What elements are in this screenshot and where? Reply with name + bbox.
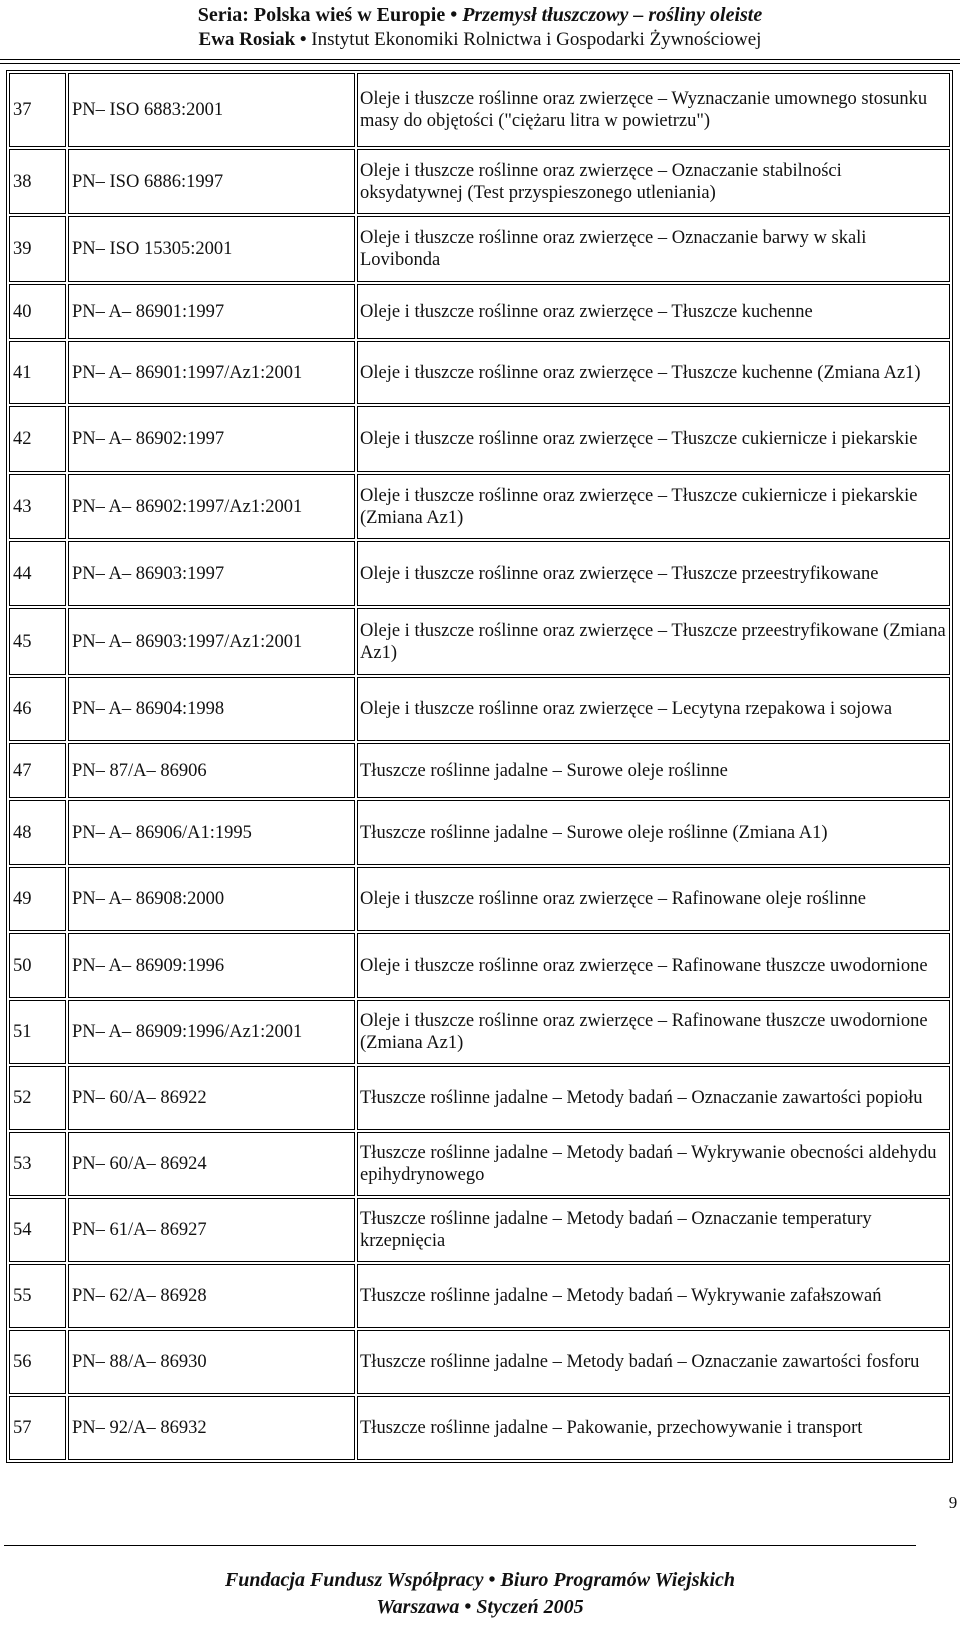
table-row	[9, 800, 950, 865]
row-number: 43	[9, 474, 66, 539]
standard-description: Oleje i tłuszcze roślinne oraz zwierzęce – Rafinowane oleje roślinne	[357, 867, 950, 931]
table-row	[9, 284, 950, 339]
standard-code: PN– A– 86903:1997/Az1:2001	[68, 608, 355, 675]
standard-code: PN– A– 86901:1997	[68, 284, 355, 339]
table-row	[9, 73, 950, 147]
standard-description: Oleje i tłuszcze roślinne oraz zwierzęce – Tłuszcze przeestryfikowane (Zmiana Az1)	[357, 608, 950, 675]
table-row	[9, 216, 950, 282]
row-number: 45	[9, 608, 66, 675]
standard-description: Oleje i tłuszcze roślinne oraz zwierzęce – Tłuszcze kuchenne	[357, 284, 950, 339]
standard-code: PN– 92/A– 86932	[68, 1396, 355, 1460]
standard-description: Tłuszcze roślinne jadalne – Surowe oleje roślinne	[357, 743, 950, 798]
standard-code: PN– 61/A– 86927	[68, 1198, 355, 1262]
series-line	[0, 2, 960, 28]
standard-code: PN– A– 86909:1996	[68, 933, 355, 998]
table-row	[9, 541, 950, 606]
standard-description: Tłuszcze roślinne jadalne – Metody badań – Oznaczanie temperatury krzepnięcia	[357, 1198, 950, 1262]
row-number: 53	[9, 1132, 66, 1196]
footer-line-2	[0, 1594, 960, 1621]
standard-code: PN– ISO 15305:2001	[68, 216, 355, 282]
table-row	[9, 1264, 950, 1328]
table-row	[9, 1330, 950, 1394]
standard-code: PN– 60/A– 86924	[68, 1132, 355, 1196]
table-row	[9, 1396, 950, 1460]
series-prefix: Seria: Polska wieś w Europie	[197, 4, 446, 26]
standard-code: PN– ISO 6883:2001	[68, 73, 355, 147]
page-footer	[0, 1567, 960, 1621]
row-number: 41	[9, 341, 66, 404]
standard-code: PN– A– 86902:1997/Az1:2001	[68, 474, 355, 539]
standard-code: PN– A– 86909:1996/Az1:2001	[68, 1000, 355, 1064]
standard-code: PN– 87/A– 86906	[68, 743, 355, 798]
series-suffix: Przemysł tłuszczowy – rośliny oleiste	[462, 4, 763, 26]
table-row	[9, 867, 950, 931]
row-number: 51	[9, 1000, 66, 1064]
row-number: 44	[9, 541, 66, 606]
standard-description: Oleje i tłuszcze roślinne oraz zwierzęce – Tłuszcze przeestryfikowane	[357, 541, 950, 606]
row-number: 52	[9, 1066, 66, 1130]
standard-description: Oleje i tłuszcze roślinne oraz zwierzęce – Tłuszcze cukiernicze i piekarskie	[357, 406, 950, 472]
standard-code: PN– A– 86903:1997	[68, 541, 355, 606]
row-number: 48	[9, 800, 66, 865]
bullet: •	[464, 1596, 472, 1618]
row-number: 54	[9, 1198, 66, 1262]
standard-code: PN– A– 86901:1997/Az1:2001	[68, 341, 355, 404]
footer-line-1	[0, 1567, 960, 1594]
standard-description: Tłuszcze roślinne jadalne – Pakowanie, przechowywanie i transport	[357, 1396, 950, 1460]
standards-table	[6, 70, 953, 1463]
row-number: 46	[9, 677, 66, 741]
standard-description: Oleje i tłuszcze roślinne oraz zwierzęce – Oznaczanie barwy w skali Lovibonda	[357, 216, 950, 282]
table-row	[9, 474, 950, 539]
row-number: 47	[9, 743, 66, 798]
standard-code: PN– A– 86908:2000	[68, 867, 355, 931]
row-number: 57	[9, 1396, 66, 1460]
table-row	[9, 1132, 950, 1196]
standard-code: PN– 62/A– 86928	[68, 1264, 355, 1328]
footer-date: Styczeń 2005	[476, 1596, 584, 1618]
standard-description: Oleje i tłuszcze roślinne oraz zwierzęce – Oznaczanie stabilności oksydatywnej (Test przyspieszonego utleniania)	[357, 149, 950, 214]
standard-description: Oleje i tłuszcze roślinne oraz zwierzęce – Wyznaczanie umownego stosunku masy do objętości ("ciężaru litra w powietrzu")	[357, 73, 950, 147]
standard-description: Tłuszcze roślinne jadalne – Metody badań – Wykrywanie zafałszowań	[357, 1264, 950, 1328]
standard-description: Tłuszcze roślinne jadalne – Metody badań – Oznaczanie zawartości popiołu	[357, 1066, 950, 1130]
row-number: 38	[9, 149, 66, 214]
table-row	[9, 608, 950, 675]
page-header	[0, 0, 960, 54]
table-row	[9, 406, 950, 472]
header-rule	[0, 59, 960, 60]
row-number: 39	[9, 216, 66, 282]
standard-description: Oleje i tłuszcze roślinne oraz zwierzęce – Tłuszcze kuchenne (Zmiana Az1)	[357, 341, 950, 404]
row-number: 56	[9, 1330, 66, 1394]
table-row	[9, 341, 950, 404]
footer-org-2: Biuro Programów Wiejskich	[500, 1569, 736, 1591]
row-number: 37	[9, 73, 66, 147]
standards-table-body	[9, 73, 950, 1460]
standard-description: Tłuszcze roślinne jadalne – Metody badań – Oznaczanie zawartości fosforu	[357, 1330, 950, 1394]
standard-description: Oleje i tłuszcze roślinne oraz zwierzęce – Lecytyna rzepakowa i sojowa	[357, 677, 950, 741]
row-number: 42	[9, 406, 66, 472]
standard-code: PN– A– 86906/A1:1995	[68, 800, 355, 865]
bullet: •	[299, 29, 307, 50]
table-row	[9, 677, 950, 741]
standard-code: PN– 88/A– 86930	[68, 1330, 355, 1394]
table-row	[9, 1066, 950, 1130]
table-row	[9, 149, 950, 214]
institute-name: Instytut Ekonomiki Rolnictwa i Gospodarki Żywnościowej	[311, 29, 762, 50]
author-line	[0, 28, 960, 54]
bullet: •	[488, 1569, 496, 1591]
page-number: 9	[948, 1493, 958, 1512]
table-row	[9, 933, 950, 998]
footer-rule	[4, 1545, 916, 1546]
bullet: •	[450, 4, 458, 26]
standard-description: Oleje i tłuszcze roślinne oraz zwierzęce – Rafinowane tłuszcze uwodornione	[357, 933, 950, 998]
footer-org-1: Fundacja Fundusz Współpracy	[224, 1569, 484, 1591]
standard-description: Oleje i tłuszcze roślinne oraz zwierzęce – Rafinowane tłuszcze uwodornione (Zmiana Az1)	[357, 1000, 950, 1064]
table-row	[9, 1000, 950, 1064]
table-row	[9, 1198, 950, 1262]
table-row	[9, 743, 950, 798]
header-rule-second	[0, 63, 960, 64]
row-number: 50	[9, 933, 66, 998]
standard-code: PN– ISO 6886:1997	[68, 149, 355, 214]
row-number: 55	[9, 1264, 66, 1328]
footer-city: Warszawa	[376, 1596, 460, 1618]
author-name: Ewa Rosiak	[198, 29, 296, 50]
standard-code: PN– 60/A– 86922	[68, 1066, 355, 1130]
row-number: 49	[9, 867, 66, 931]
standard-description: Tłuszcze roślinne jadalne – Surowe oleje roślinne (Zmiana A1)	[357, 800, 950, 865]
standard-code: PN– A– 86904:1998	[68, 677, 355, 741]
standard-description: Oleje i tłuszcze roślinne oraz zwierzęce – Tłuszcze cukiernicze i piekarskie (Zmiana Az1)	[357, 474, 950, 539]
row-number: 40	[9, 284, 66, 339]
standard-code: PN– A– 86902:1997	[68, 406, 355, 472]
standard-description: Tłuszcze roślinne jadalne – Metody badań – Wykrywanie obecności aldehydu epihydrynowego	[357, 1132, 950, 1196]
